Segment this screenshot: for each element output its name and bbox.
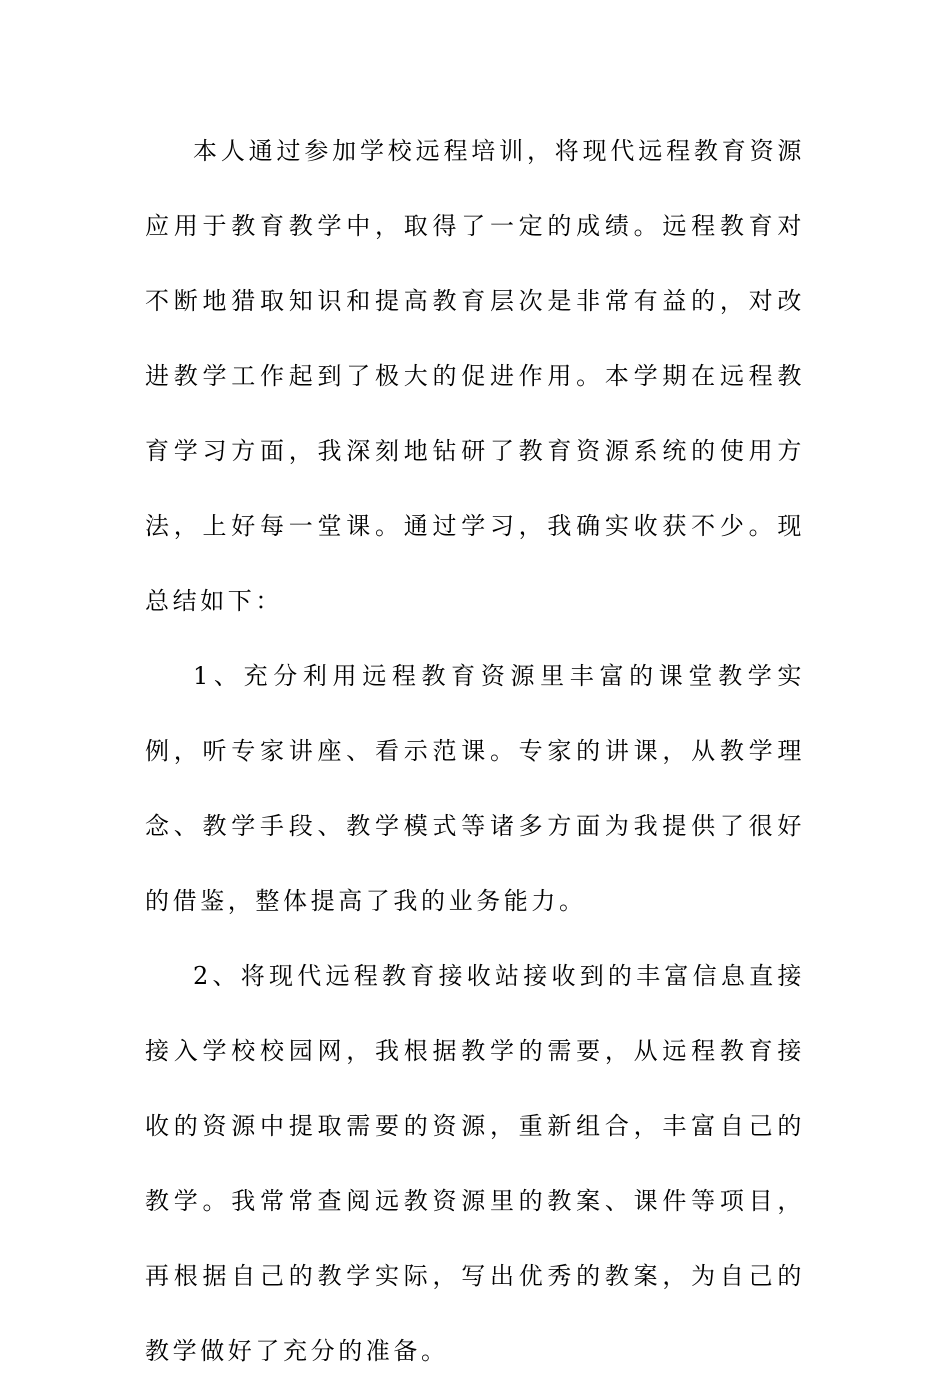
paragraph-point-1: 1、充分利用远程教育资源里丰富的课堂教学实例，听专家讲座、看示范课。专家的讲课，从教学理念、教学手段、教学模式等诸多方面为我提供了很好的借鉴，整体提高了我的业务能力。 bbox=[145, 662, 805, 915]
document-body bbox=[145, 114, 805, 1389]
paragraph-introduction: 本人通过参加学校远程培训，将现代远程教育资源应用于教育教学中，取得了一定的成绩。远程教育对不断地猎取知识和提高教育层次是非常有益的，对改进教学工作起到了极大的促进作用。本学期在远程教育学习方面，我深刻地钻研了教育资源系统的使用方法，上好每一堂课。通过学习，我确实收获不少。现总结如下： bbox=[145, 137, 805, 615]
paragraph-point-2: 2、将现代远程教育接收站接收到的丰富信息直接接入学校校园网，我根据教学的需要，从远程教育接收的资源中提取需要的资源，重新组合，丰富自己的教学。我常常查阅远教资源里的教案、课件等项目，再根据自己的教学实际，写出优秀的教案，为自己的教学做好了充分的准备。 bbox=[145, 962, 805, 1365]
